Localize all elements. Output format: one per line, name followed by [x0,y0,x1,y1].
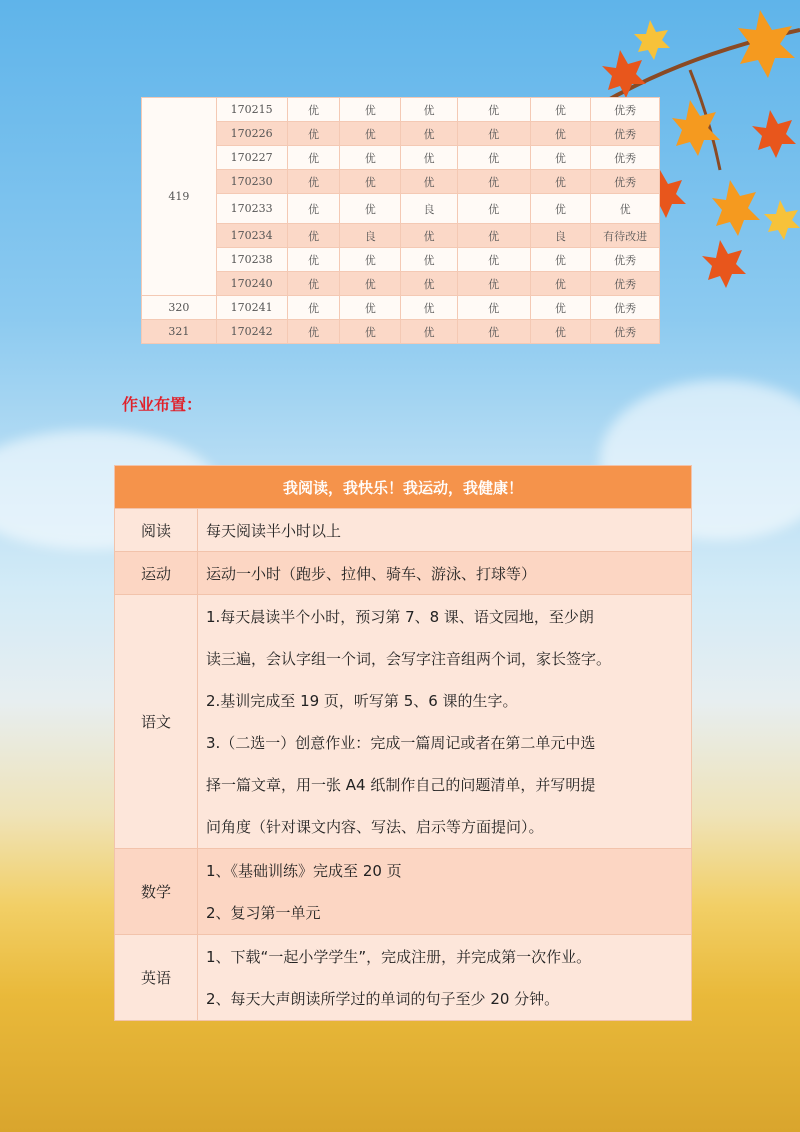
content-line: 问角度（针对课文内容、写法、启示等方面提问）。 [206,817,544,836]
student-id-cell: 170240 [216,272,287,296]
grades-row [142,170,660,194]
homework-banner: 我阅读，我快乐！我运动，我健康！ [115,466,692,509]
subject-label: 数学 [115,849,198,935]
content-line: 2、复习第一单元 [206,903,321,922]
grades-row [142,146,660,170]
grade-cell: 优 [457,146,530,170]
homework-banner-row [115,466,692,509]
grade-cell: 优 [530,170,591,194]
grade-cell: 优 [401,170,458,194]
content-line: 3.（二选一）创意作业：完成一篇周记或者在第二单元中选 [206,733,596,752]
grade-cell: 良 [340,224,401,248]
grade-cell: 优 [457,272,530,296]
grade-cell: 优 [287,170,340,194]
grades-table-body [142,98,660,344]
grade-cell: 优 [401,320,458,344]
grade-cell: 优 [530,248,591,272]
content-line: 1、下载“一起小学学生”，完成注册，并完成第一次作业。 [206,947,592,966]
subject-content: 每天阅读半小时以上 [198,509,692,552]
homework-row-sports [115,552,692,595]
grade-cell: 良 [530,224,591,248]
grade-cell: 优 [401,248,458,272]
content-line: 2.基训完成至 19 页，听写第 5、6 课的生字。 [206,691,518,710]
homework-row-reading [115,509,692,552]
subject-label: 英语 [115,935,198,1021]
grade-cell: 优 [287,146,340,170]
grade-cell: 优 [401,272,458,296]
student-id-cell: 170233 [216,194,287,224]
grades-table [141,97,660,344]
grade-cell: 优秀 [591,146,660,170]
student-id-cell: 170242 [216,320,287,344]
grade-cell: 优 [457,248,530,272]
grades-row [142,122,660,146]
grade-cell: 优 [340,296,401,320]
grade-cell: 优秀 [591,272,660,296]
content-line: 1、《基础训练》完成至 20 页 [206,861,402,880]
grade-cell: 优 [457,320,530,344]
grade-cell: 优 [530,272,591,296]
student-id-cell: 170241 [216,296,287,320]
class-cell: 320 [142,296,217,320]
grade-cell: 优 [401,98,458,122]
grade-cell: 优 [530,296,591,320]
grade-cell: 优 [340,194,401,224]
grade-cell: 优秀 [591,98,660,122]
subject-content: 运动一小时（跑步、拉伸、骑车、游泳、打球等） [198,552,692,595]
grade-cell: 优 [287,248,340,272]
homework-table [114,465,692,1021]
student-id-cell: 170238 [216,248,287,272]
grade-cell: 优 [401,224,458,248]
grade-cell: 优 [340,122,401,146]
grade-cell: 优 [287,194,340,224]
grade-cell: 优 [287,122,340,146]
student-id-cell: 170226 [216,122,287,146]
student-id-cell: 170227 [216,146,287,170]
grade-cell: 优 [340,98,401,122]
subject-label: 运动 [115,552,198,595]
grade-cell: 优 [340,272,401,296]
grade-cell: 优 [340,248,401,272]
grade-cell: 优秀 [591,170,660,194]
grade-cell: 优 [401,122,458,146]
grade-cell: 优秀 [591,296,660,320]
grade-cell: 优 [457,170,530,194]
student-id-cell: 170234 [216,224,287,248]
content-line: 1.每天晨读半个小时，预习第 7、8 课、语文园地，至少朗 [206,607,594,626]
grades-row [142,224,660,248]
subject-content [198,849,692,935]
grade-cell: 优 [457,296,530,320]
grade-cell: 优 [530,98,591,122]
grade-cell: 优 [340,146,401,170]
content-line: 2、每天大声朗读所学过的单词的句子至少 20 分钟。 [206,989,560,1008]
homework-row-chinese [115,595,692,849]
grade-cell: 有待改进 [591,224,660,248]
grade-cell: 优 [591,194,660,224]
subject-label: 阅读 [115,509,198,552]
grades-row [142,194,660,224]
grade-cell: 良 [401,194,458,224]
grades-row [142,98,660,122]
subject-content [198,935,692,1021]
grade-cell: 优 [530,122,591,146]
class-cell: 321 [142,320,217,344]
class-cell: 419 [142,98,217,296]
grade-cell: 优 [530,194,591,224]
homework-row-math [115,849,692,935]
student-id-cell: 170230 [216,170,287,194]
grades-row [142,248,660,272]
grade-cell: 优 [457,224,530,248]
grade-cell: 优秀 [591,320,660,344]
content-line: 读三遍，会认字组一个词，会写字注音组两个词，家长签字。 [206,649,612,668]
grade-cell: 优 [287,296,340,320]
grade-cell: 优 [287,272,340,296]
grade-cell: 优 [530,320,591,344]
grade-cell: 优 [457,194,530,224]
subject-content [198,595,692,849]
grade-cell: 优 [287,224,340,248]
homework-row-english [115,935,692,1021]
grade-cell: 优 [287,320,340,344]
grades-row [142,296,660,320]
grades-row [142,320,660,344]
grade-cell: 优 [457,122,530,146]
homework-section-title: 作业布置： [122,395,203,414]
grade-cell: 优 [457,98,530,122]
grades-row [142,272,660,296]
grade-cell: 优 [401,296,458,320]
grade-cell: 优秀 [591,122,660,146]
grade-cell: 优 [340,170,401,194]
subject-label: 语文 [115,595,198,849]
grade-cell: 优 [401,146,458,170]
student-id-cell: 170215 [216,98,287,122]
grade-cell: 优 [530,146,591,170]
content-line: 择一篇文章，用一张 A4 纸制作自己的问题清单，并写明提 [206,775,596,794]
grade-cell: 优秀 [591,248,660,272]
grade-cell: 优 [340,320,401,344]
grade-cell: 优 [287,98,340,122]
